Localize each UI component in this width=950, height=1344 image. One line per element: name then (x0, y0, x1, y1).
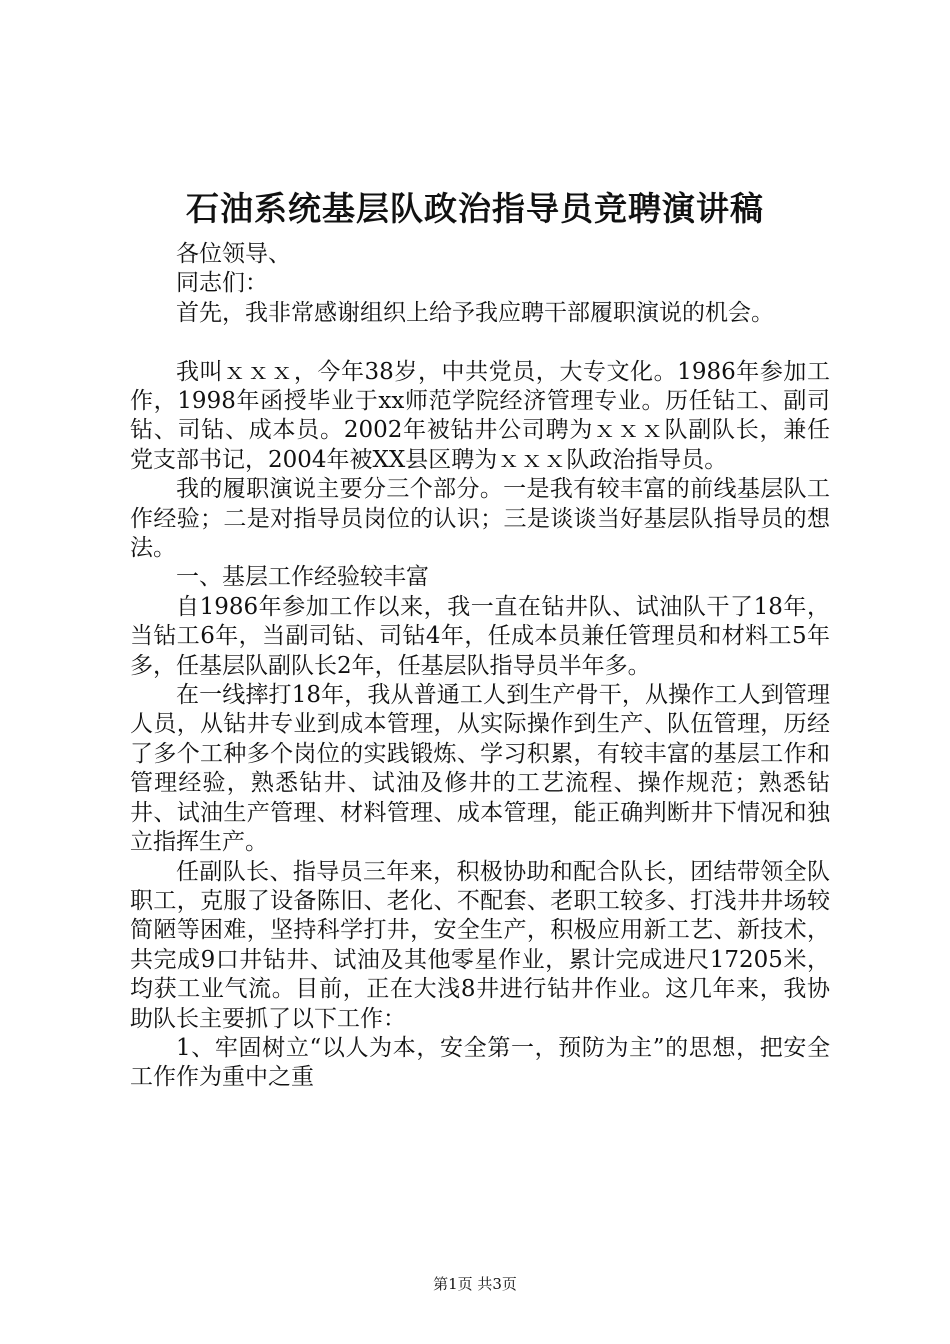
document-title: 石油系统基层队政治指导员竞聘演讲稿 (186, 189, 764, 228)
salutation-comrades: 同志们： (176, 270, 268, 297)
document-body (130, 240, 830, 1093)
paragraph-frontline-experience: 在一线摔打18年，我从普通工人到生产骨干，从操作工人到管理人员，从钻井专业到成本管理，从实际操作到生产、队伍管理，历经了多个工种多个岗位的实践锻炼、学习积累，有较丰富的基层工作和管理经验，熟悉钻井、试油及修井的工艺流程、操作规范；熟悉钻井、试油生产管理、材料管理、成本管理，能正确判断井下情况和独立指挥生产。 (130, 682, 830, 856)
paragraph-achievements: 任副队长、指导员三年来，积极协助和配合队长，团结带领全队职工，克服了设备陈旧、老化、不配套、老职工较多、打浅井井场较简陋等困难，坚持科学打井，安全生产，积极应用新工艺、新技术，共完成9口井钻井、试油及其他零星作业，累计完成进尺17205米，均获工业气流。目前，正在大浅8井进行钻井作业。这几年来，我协助队长主要抓了以下工作： (130, 858, 830, 1032)
salutation-leaders: 各位领导、 (176, 241, 291, 267)
section-heading-experience: 一、基层工作经验较丰富 (176, 564, 429, 591)
paragraph-opening: 首先，我非常感谢组织上给予我应聘干部履职演说的机会。 (176, 299, 774, 326)
paragraph-safety-point: 1、牢固树立“以人为本，安全第一，预防为主”的思想，把安全工作作为重中之重 (130, 1034, 830, 1091)
paragraph-outline: 我的履职演说主要分三个部分。一是我有较丰富的前线基层队工作经验；二是对指导员岗位的认识；三是谈谈当好基层队指导员的想法。 (130, 476, 830, 562)
page-number-footer: 第1页 共3页 (433, 1275, 517, 1293)
paragraph-work-history: 自1986年参加工作以来，我一直在钻井队、试油队干了18年，当钻工6年，当副司钻、司钻4年，任成本员兼任管理员和材料工5年多，任基层队副队长2年，任基层队指导员半年多。 (130, 593, 830, 679)
paragraph-self-introduction: 我叫ｘｘｘ，今年38岁，中共党员，大专文化。1986年参加工作，1998年函授毕业于xx师范学院经济管理专业。历任钻工、副司钻、司钻、成本员。2002年被钻井公司聘为ｘｘｘ队副队长，兼任党支部书记，2004年被XX县区聘为ｘｘｘ队政治指导员。 (130, 358, 830, 473)
